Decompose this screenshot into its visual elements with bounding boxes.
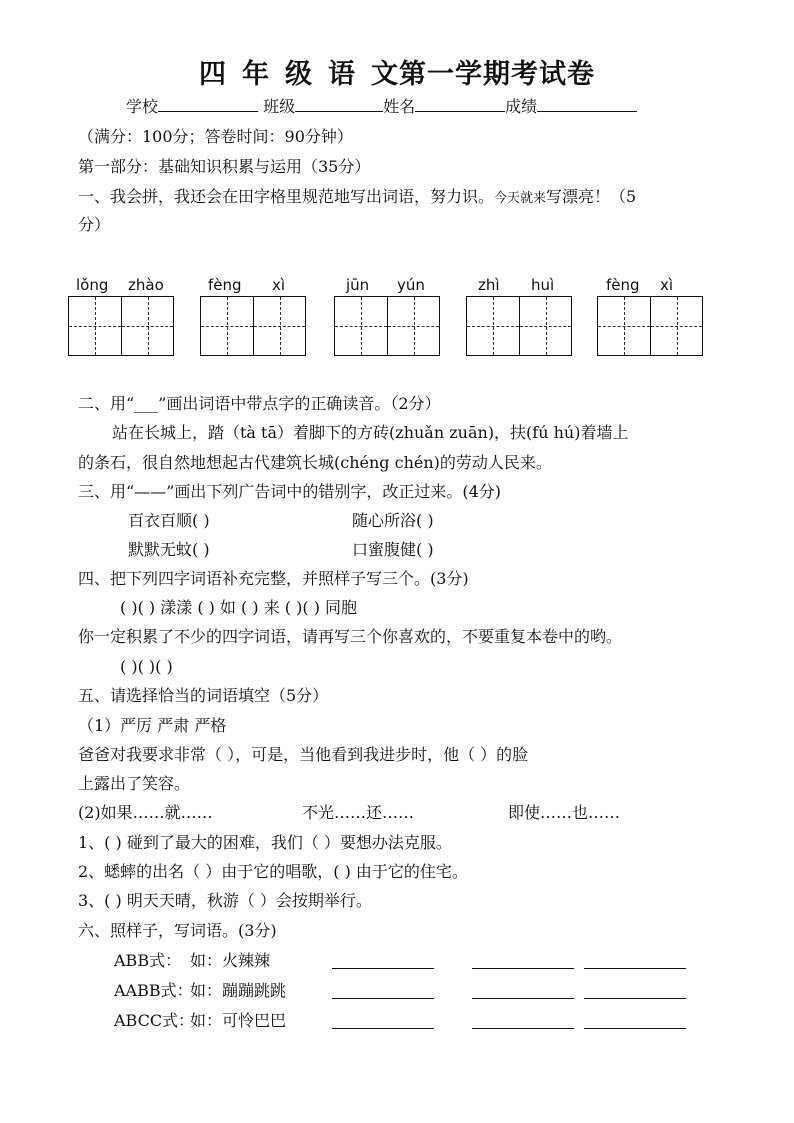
q6-example-abb: 如：火辣辣 [190,951,271,970]
exam-title [0,52,794,91]
pinyin-2b: xì [272,276,286,294]
q4-title: 四、把下列四字词语补充完整，并照样子写三个。(3分) [78,569,469,588]
q2-title: 二、用“___”画出词语中带点字的正确读音。（2分） [78,394,441,413]
q3-item-4[interactable]: 口蜜腹健( ) [352,540,434,559]
score-label: 成绩 [505,97,538,116]
q6-answer-line[interactable] [472,998,574,999]
q6-type-aabb: AABB式： [114,981,193,1000]
part1-heading: 第一部分：基础知识积累与运用（35分） [78,157,371,176]
q5-group1: （1）严厉 严肃 严格 [78,716,227,735]
exam-info: （满分：100分；答卷时间：90分钟） [78,127,353,146]
pinyin-1b: zhào [128,276,164,294]
pinyin-4a: zhì [478,276,500,294]
q6-answer-line[interactable] [332,968,434,969]
q6-example-aabb: 如：蹦蹦跳跳 [190,981,287,1000]
q5-line2: 上露出了笑容。 [78,774,191,793]
q5-group2-c: 即使……也…… [508,803,621,822]
name-label: 姓名 [383,97,416,116]
tianzige-cell[interactable] [598,297,650,355]
exam-title-rest: 文第一学期考试卷 [371,59,595,90]
q6-answer-line[interactable] [472,1028,574,1029]
q1-text-a: 一、我会拼，我还会在田字格里规范地写出词语，努力识。 [78,187,495,206]
pinyin-4b: huì [531,276,555,294]
q6-type-abcc: ABCC式： [114,1011,195,1030]
tianzige-box-3[interactable] [334,296,440,356]
q2-line1: 站在长城上，踏（tà tā）着脚下的方砖(zhuǎn zuān)，扶(fú hú)着墙上 [112,423,629,442]
q5-sentence-3[interactable]: 3、( ) 明天天晴，秋游（ ）会按期举行。 [78,891,372,910]
pinyin-5a: fèng [606,276,640,294]
q3-item-1[interactable]: 百衣百顺( ) [128,511,210,530]
q1-text-small: 今天就来 [494,191,547,206]
pinyin-3a: jūn [346,276,370,294]
q4-line2: 你一定积累了不少的四字词语，请再写三个你喜欢的，不要重复本卷中的哟。 [78,627,623,646]
q6-example-abcc: 如：可怜巴巴 [190,1011,287,1030]
school-label: 学校 [126,97,159,116]
tianzige-cell[interactable] [201,297,253,355]
q5-sentence-2[interactable]: 2、蟋蟀的出名（ ）由于它的唱歌，( ) 由于它的住宅。 [78,862,468,881]
q5-sentence-1[interactable]: 1、( ) 碰到了最大的困难，我们（ ）要想办法克服。 [78,833,452,852]
tianzige-cell[interactable] [467,297,519,355]
q6-title: 六、照样子，写词语。(3分) [78,921,277,940]
exam-title-spaced: 四年级语 [199,59,371,90]
tianzige-box-1[interactable] [68,296,174,356]
tianzige-box-2[interactable] [200,296,306,356]
tianzige-cell[interactable] [650,297,702,355]
q5-group2-a: (2)如果……就…… [78,803,213,822]
q1-line1 [78,186,636,210]
q1-text-b: 写漂亮！（5 [546,187,637,206]
name-blank[interactable] [415,97,505,112]
q4-row3[interactable]: ( )( )( ) [120,657,173,676]
q6-answer-line[interactable] [584,998,686,999]
q5-group2-b: 不光……还…… [302,803,415,822]
tianzige-cell[interactable] [253,297,305,355]
q3-title: 三、用“——”画出下列广告词中的错别字，改正过来。(4分) [78,482,502,501]
class-label: 班级 [263,97,296,116]
q6-answer-line[interactable] [332,1028,434,1029]
tianzige-cell[interactable] [121,297,173,355]
tianzige-cell[interactable] [519,297,571,355]
q3-item-2[interactable]: 随心所浴( ) [352,511,434,530]
q1-line2: 分） [78,215,111,234]
tianzige-cell[interactable] [69,297,121,355]
tianzige-cell[interactable] [387,297,439,355]
tianzige-cell[interactable] [335,297,387,355]
q6-answer-line[interactable] [584,1028,686,1029]
q4-row1[interactable]: ( )( ) 漾漾 ( ) 如 ( ) 来 ( )( ) 同胞 [120,598,358,617]
school-blank[interactable] [158,97,258,112]
tianzige-box-4[interactable] [466,296,572,356]
header-fields [126,96,637,118]
q2-line2: 的条石，很自然地想起古代建筑长城(chéng chén)的劳动人民来。 [78,453,552,472]
pinyin-1a: lǒng [76,276,109,294]
q6-answer-line[interactable] [332,998,434,999]
q6-answer-line[interactable] [584,968,686,969]
pinyin-2a: fèng [208,276,242,294]
q6-answer-line[interactable] [472,968,574,969]
q3-item-3[interactable]: 默默无蚊( ) [128,540,210,559]
pinyin-5b: xì [660,276,674,294]
pinyin-3b: yún [397,276,425,294]
class-blank[interactable] [295,97,383,112]
q6-type-abb: ABB式： [114,951,182,970]
tianzige-box-5[interactable] [597,296,703,356]
score-blank[interactable] [537,97,637,112]
q5-title: 五、请选择恰当的词语填空（5分） [78,686,329,705]
q5-line1[interactable]: 爸爸对我要求非常（ ），可是，当他看到我进步时，他（ ）的脸 [78,745,529,764]
